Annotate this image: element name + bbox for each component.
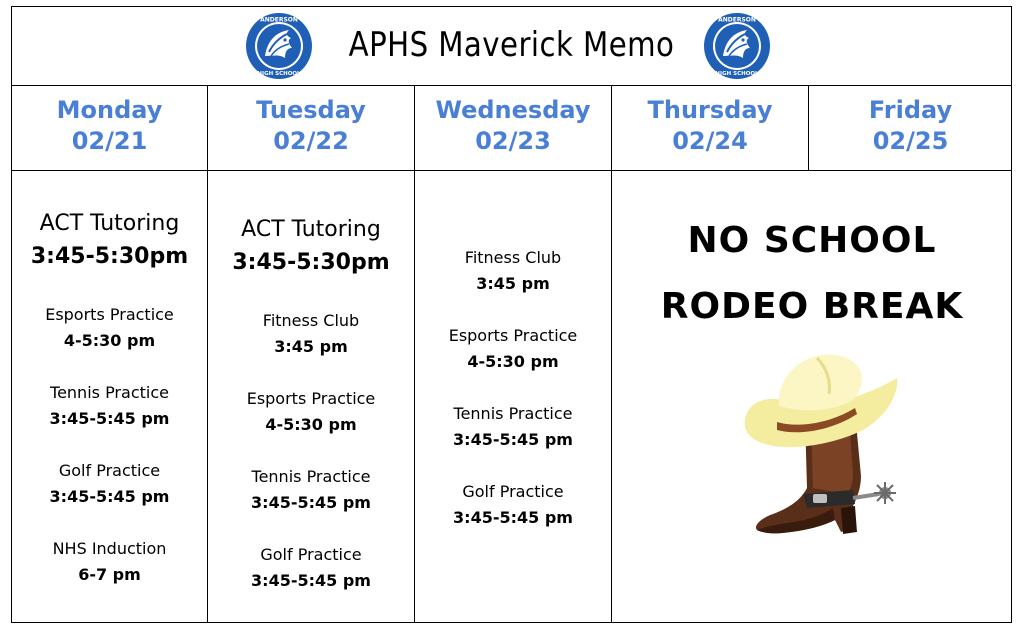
act-tutoring-time: 3:45-5:30pm: [232, 250, 390, 275]
day-date: 02/25: [872, 127, 949, 155]
day-date: 02/22: [273, 127, 349, 155]
day-header-monday: [12, 95, 207, 157]
list-item: Tennis Practice 3:45-5:45 pm: [49, 383, 170, 428]
list-item: Fitness Club 3:45 pm: [262, 311, 360, 356]
maverick-logo-icon: [703, 12, 771, 80]
rodeo-break-line: RODEO BREAK: [660, 286, 964, 327]
day-name: Tuesday: [256, 96, 366, 124]
monday-cell: [12, 170, 207, 623]
list-item: Tennis Practice 3:45-5:45 pm: [453, 404, 573, 449]
act-tutoring-name: ACT Tutoring: [39, 211, 180, 236]
day-date: 02/23: [475, 127, 551, 155]
no-school-cell: [612, 170, 1012, 623]
day-date: 02/21: [71, 127, 148, 155]
act-tutoring-time: 3:45-5:30pm: [30, 244, 189, 269]
list-item: Golf Practice 3:45-5:45 pm: [251, 545, 371, 590]
day-header-friday: [809, 95, 1012, 157]
title-row: [12, 7, 1011, 86]
list-item: Esports Practice 4-5:30 pm: [246, 389, 376, 434]
list-item: Tennis Practice 3:45-5:45 pm: [251, 467, 371, 512]
day-date: 02/24: [672, 127, 748, 155]
list-item: Golf Practice 3:45-5:45 pm: [453, 482, 573, 527]
wednesday-cell: [415, 170, 611, 623]
day-name: Monday: [56, 96, 163, 124]
logo-bottom-text: HIGH SCHOOL: [715, 71, 759, 77]
list-item: Fitness Club 3:45 pm: [464, 248, 562, 293]
act-tutoring-block: [12, 208, 207, 274]
no-school-line: NO SCHOOL: [687, 220, 937, 261]
page-title: APHS Maverick Memo: [348, 25, 675, 65]
list-item: NHS Induction 6-7 pm: [52, 539, 167, 584]
memo-table: [11, 6, 1012, 623]
tuesday-cell: [208, 170, 414, 623]
act-tutoring-block: [208, 214, 414, 280]
list-item: Golf Practice 3:45-5:45 pm: [49, 461, 170, 506]
logo-top-text: ANDERSON: [260, 16, 298, 24]
day-header-tuesday: [208, 95, 414, 157]
day-name: Thursday: [647, 96, 773, 124]
day-name: Wednesday: [435, 96, 591, 124]
no-school-notice: [612, 208, 1012, 340]
logo-top-text: ANDERSON: [718, 16, 756, 24]
logo-bottom-text: HIGH SCHOOL: [257, 71, 301, 77]
act-tutoring-name: ACT Tutoring: [241, 217, 381, 242]
day-header-row: [12, 85, 1011, 171]
day-name: Friday: [868, 96, 953, 124]
list-item: Esports Practice 4-5:30 pm: [45, 305, 174, 350]
day-header-thursday: [612, 95, 808, 157]
cowboy-boot-hat-icon: [737, 348, 909, 550]
list-item: Esports Practice 4-5:30 pm: [448, 326, 578, 371]
schedule-body-row: [12, 170, 1011, 623]
day-header-wednesday: [415, 95, 611, 157]
